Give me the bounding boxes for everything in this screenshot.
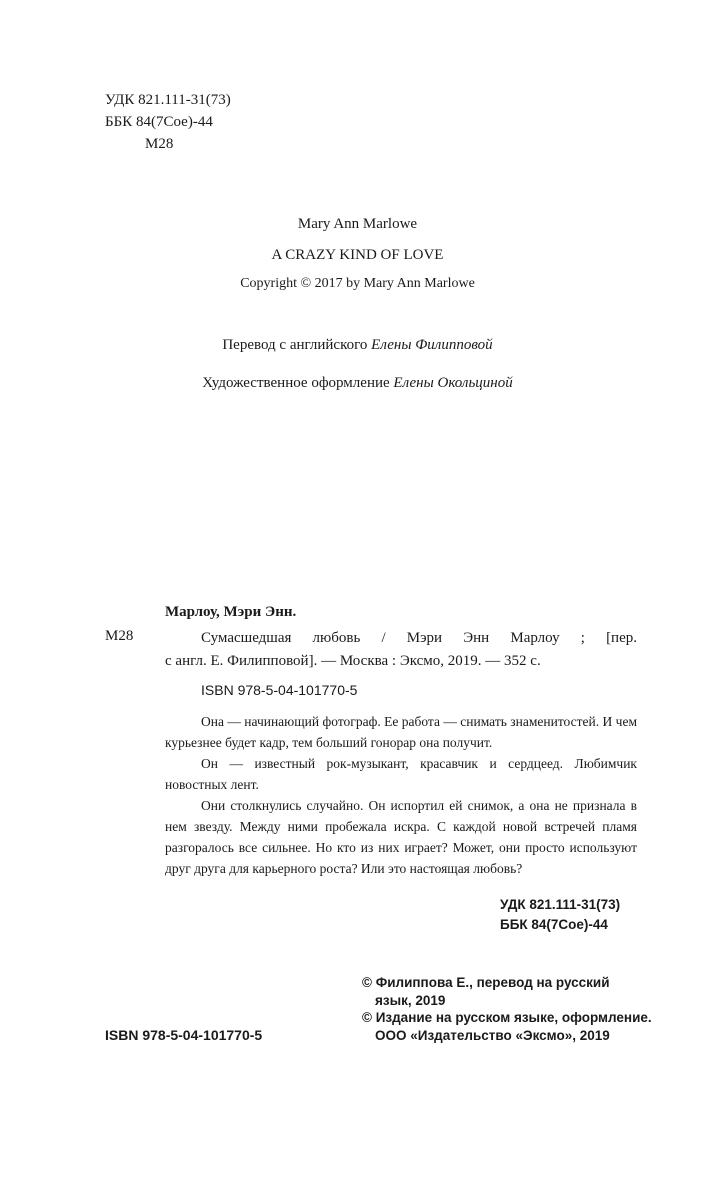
catalog-line-2: с англ. Е. Филипповой]. — Москва : Эксмо, 2019. — 352 с. (165, 653, 541, 669)
copyright-translation-line-2: язык, 2019 (375, 993, 446, 1008)
annotation-paragraph-2: Он — известный рок-музыкант, красавчик и сердцеед. Любимчик новостных лент. (165, 756, 637, 792)
original-title: A CRAZY KIND OF LOVE (271, 247, 444, 263)
design-prefix: Художественное оформление (202, 375, 390, 391)
header-bbk: ББК 84(7Сое)-44 (105, 114, 213, 130)
original-author: Mary Ann Marlowe (297, 216, 418, 232)
catalog-code: М28 (105, 628, 134, 644)
copyright-edition-line-2: ООО «Издательство «Эксмо», 2019 (375, 1028, 610, 1043)
header-code: М28 (145, 136, 174, 152)
header-udk: УДК 821.111-31(73) (105, 92, 231, 108)
original-copyright: Copyright © 2017 by Mary Ann Marlowe (240, 276, 475, 291)
annotation-paragraph-3: Они столкнулись случайно. Он испортил ей снимок, а она не признала в нем звезду. Между ними пробежала искра. С каждой новой встречей пламя разгоралось все сильнее. Но кто из них играет? Может, они просто используют друг друга для карьерного роста? Или это настоящая любовь? (165, 798, 637, 876)
design-credit (0, 375, 715, 392)
annotation-paragraph-1: Она — начинающий фотограф. Ее работа — снимать знаменитостей. И чем курьезнее будет кадр, тем больший гонорар она получит. (165, 714, 637, 750)
copyright-edition-line-1: © Издание на русском языке, оформление. (362, 1010, 652, 1025)
catalog-isbn: ISBN 978-5-04-101770-5 (201, 682, 358, 698)
designer-name: Елены Окольциной (393, 375, 513, 391)
copyright-translation-line-1: © Филиппова Е., перевод на русский (362, 975, 610, 990)
translator-name: Елены Филипповой (371, 337, 493, 353)
classification-udk: УДК 821.111-31(73) (500, 897, 621, 912)
catalog-line-1: Сумасшедшая любовь / Мэри Энн Марлоу ; [пер. (201, 630, 637, 646)
translation-credit (0, 337, 715, 354)
annotation (165, 711, 637, 879)
classification-bbk: ББК 84(7Сое)-44 (500, 917, 608, 932)
footer-isbn: ISBN 978-5-04-101770-5 (105, 1027, 263, 1043)
translation-prefix: Перевод с английского (222, 337, 368, 353)
catalog-author: Марлоу, Мэри Энн. (165, 604, 297, 620)
catalog-description (165, 627, 637, 673)
